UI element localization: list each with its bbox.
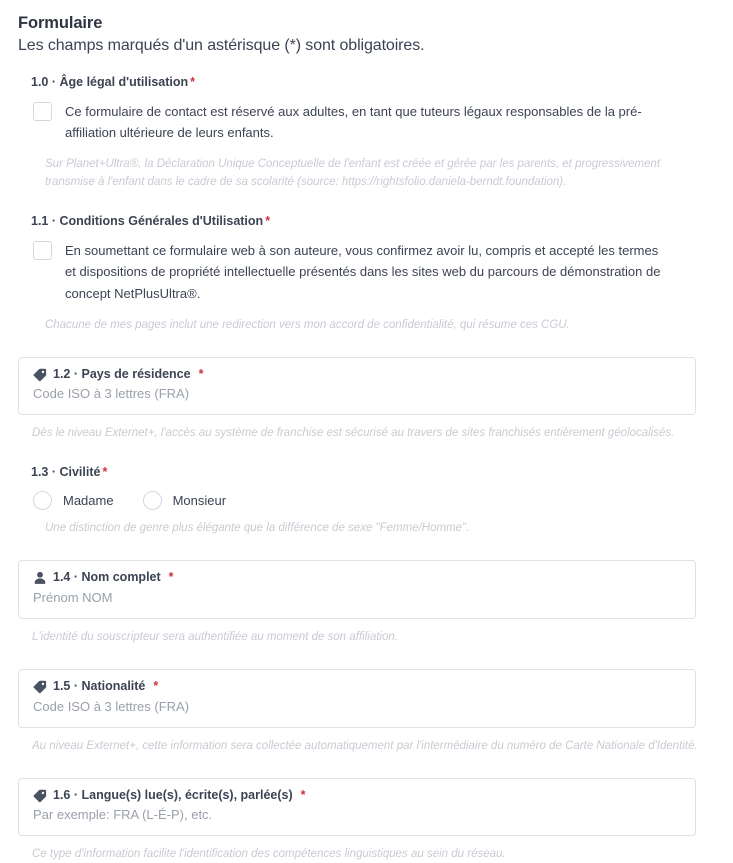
input-label-pays-de-residence-text: 1.2 · Pays de résidence (53, 366, 191, 381)
input-box-pays-de-residence[interactable] (18, 357, 696, 415)
field-label-age-legal-text: 1.0 · Âge légal d'utilisation (31, 75, 189, 89)
checkbox-label-cgu[interactable]: En soumettant ce formulaire web à son auteure, vous confirmez avoir lu, compris et accepté les termes et dispositions de propriété intellectuelle présentés dans les sites web du parcours de démonstration de concept NetPlusUltra®. (65, 243, 661, 301)
input-nationalite[interactable]: Code ISO à 3 lettres (FRA) (33, 698, 190, 714)
input-label-nationalite-text: 1.5 · Nationalité (53, 679, 146, 694)
input-box-nationalite[interactable] (18, 669, 696, 727)
radio-group-civilite (31, 491, 715, 510)
input-langues[interactable]: Par exemple: FRA (L-É-P), etc. (33, 807, 213, 823)
tag-icon (33, 368, 47, 382)
input-nom-complet[interactable]: Prénom NOM (33, 590, 113, 606)
input-label-nationalite (33, 679, 681, 695)
checkbox-row-age-legal[interactable] (31, 101, 715, 143)
input-label-nom-complet (33, 570, 681, 586)
radio-label-monsieur[interactable]: Monsieur (172, 493, 227, 509)
field-label-civilite (31, 465, 715, 480)
field-label-civilite-text: 1.3 · Civilité (31, 465, 101, 480)
radio-monsieur[interactable] (143, 491, 162, 510)
tag-icon (33, 680, 47, 694)
hint-age-legal: Sur Planet+Ultra®, la Déclaration Unique Conceptuelle de l'enfant est créée et gérée par les parents, et progressivement transmise à l'enfant dans le cadre de sa scolarité (source: https://rightsfolio.daniela-berndt.foundation). (45, 158, 661, 189)
page-title: Formulaire (18, 14, 103, 32)
hint-langues: Ce type d'information facilite l'identification des compétences linguistiques au sein du réseau. (32, 848, 506, 861)
radio-madame[interactable] (33, 491, 52, 510)
tag-icon (33, 789, 47, 803)
checkbox-cgu[interactable] (33, 241, 52, 260)
page-subtitle: Les champs marqués d'un astérisque (*) sont obligatoires. (18, 37, 425, 54)
input-box-nom-complet[interactable] (18, 560, 696, 618)
radio-label-madame[interactable]: Madame (63, 493, 114, 509)
input-label-pays-de-residence (33, 367, 681, 383)
radio-option-madame[interactable] (33, 491, 114, 510)
checkbox-row-cgu[interactable] (31, 240, 715, 303)
field-label-cgu (31, 214, 715, 229)
field-cgu (18, 214, 715, 333)
field-label-age-legal (31, 75, 715, 90)
hint-nom-complet: L'identité du souscripteur sera authentifiée au moment de son affiliation. (32, 630, 398, 643)
field-nom-complet (18, 560, 715, 646)
input-label-langues (33, 788, 681, 804)
input-box-langues[interactable] (18, 778, 696, 836)
user-icon (33, 571, 47, 585)
required-asterisk: * (265, 214, 271, 229)
field-label-cgu-text: 1.1 · Conditions Générales d'Utilisation (31, 214, 264, 229)
required-asterisk: * (168, 570, 174, 585)
checkbox-label-age-legal[interactable]: Ce formulaire de contact est réservé aux adultes, en tant que tuteurs légaux responsables de la pré-affiliation ultérieure de leurs enfants. (65, 104, 642, 141)
input-pays-de-residence[interactable]: Code ISO à 3 lettres (FRA) (33, 386, 190, 402)
input-label-nom-complet-text: 1.4 · Nom complet (53, 570, 161, 585)
required-asterisk: * (190, 75, 196, 89)
hint-nationalite: Au niveau Externet+, cette information sera collectée automatiquement par l'intermédiaire du numéro de Carte Nationale d'Identité. (32, 739, 698, 752)
hint-pays-de-residence: Dès le niveau Externet+, l'accès au système de franchise est sécurisé au travers de sites franchisés entièrement géolocalisés. (32, 427, 675, 440)
field-age-legal (18, 75, 715, 191)
field-civilite (18, 465, 715, 537)
checkbox-age-legal[interactable] (33, 102, 52, 121)
field-nationalite (18, 669, 715, 755)
input-label-langues-text: 1.6 · Langue(s) lue(s), écrite(s), parlée(s) (53, 787, 293, 802)
required-asterisk: * (198, 366, 204, 381)
field-langues (18, 778, 715, 863)
field-pays-de-residence (18, 357, 715, 443)
required-asterisk: * (300, 787, 306, 802)
hint-civilite: Une distinction de genre plus élégante que la différence de sexe "Femme/Homme". (45, 522, 470, 535)
radio-option-monsieur[interactable] (143, 491, 226, 510)
required-asterisk: * (102, 465, 108, 480)
required-asterisk: * (153, 679, 159, 694)
hint-cgu: Chacune de mes pages inclut une redirection vers mon accord de confidentialité, qui résume ces CGU. (45, 318, 570, 331)
